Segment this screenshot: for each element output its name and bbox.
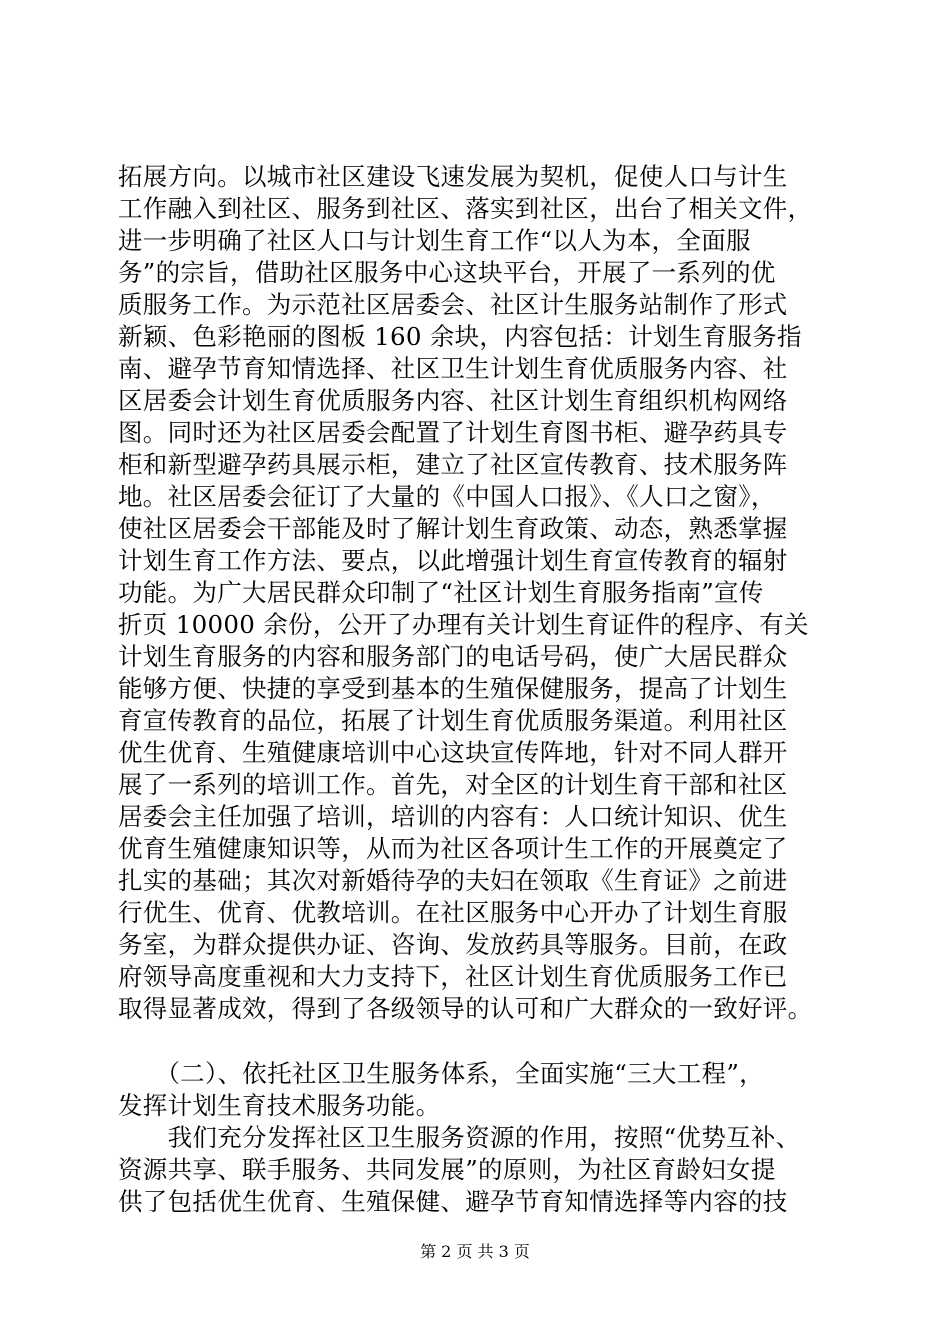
body-text-line: 功能。为广大居民群众印制了“社区计划生育服务指南”宣传 (118, 578, 764, 607)
body-text-line: 计划生育工作方法、要点，以此增强计划生育宣传教育的辐射 (118, 546, 788, 575)
body-text-line: 行优生、优育、优教培训。在社区服务中心开办了计划生育服 (118, 898, 788, 927)
body-text-line: 能够方便、快捷的享受到基本的生殖保健服务，提高了计划生 (118, 674, 788, 703)
body-text-line: 供了包括优生优育、生殖保健、避孕节育知情选择等内容的技 (118, 1187, 788, 1216)
body-text-line: 新颖、色彩艳丽的图板 160 余块，内容包括：计划生育服务指 (118, 322, 802, 351)
body-text-line: 居委会主任加强了培训，培训的内容有：人口统计知识、优生 (118, 802, 788, 831)
body-text-line: 区居委会计划生育优质服务内容、社区计划生育组织机构网络 (118, 386, 788, 415)
body-text-line: 柜和新型避孕药具展示柜，建立了社区宣传教育、技术服务阵 (118, 450, 788, 479)
section-heading-line: 发挥计划生育技术服务功能。 (118, 1091, 441, 1120)
body-text-line: 育宣传教育的品位，拓展了计划生育优质服务渠道。利用社区 (118, 706, 788, 735)
body-text-line: 图。同时还为社区居委会配置了计划生育图书柜、避孕药具专 (118, 418, 788, 447)
body-text-line: 进一步明确了社区人口与计划生育工作“以人为本，全面服 (118, 226, 751, 255)
body-text-line: 取得显著成效，得到了各级领导的认可和广大群众的一致好评。 (118, 994, 813, 1023)
body-text-line: 地。社区居委会征订了大量的《中国人口报》、《人口之窗》， (118, 482, 776, 511)
body-text-line: 拓展方向。以城市社区建设飞速发展为契机，促使人口与计生 (118, 162, 788, 191)
body-text-line: 工作融入到社区、服务到社区、落实到社区，出台了相关文件， (118, 194, 813, 223)
body-text-line: 我们充分发挥社区卫生服务资源的作用，按照“优势互补、 (118, 1123, 801, 1152)
body-text-line: 优育生殖健康知识等，从而为社区各项计生工作的开展奠定了 (118, 834, 788, 863)
body-text-line: 资源共享、联手服务、共同发展”的原则，为社区育龄妇女提 (118, 1155, 776, 1184)
body-text-line: 计划生育服务的内容和服务部门的电话号码，使广大居民群众 (118, 642, 788, 671)
section-heading-line: （二）、依托社区卫生服务体系，全面实施“三大工程”， (118, 1059, 764, 1088)
body-text-line: 折页 10000 余份，公开了办理有关计划生育证件的程序、有关 (118, 610, 809, 639)
page-footer: 第 2 页 共 3 页 (420, 1242, 530, 1261)
body-text-line: 展了一系列的培训工作。首先，对全区的计划生育干部和社区 (118, 770, 788, 799)
body-text-line: 优生优育、生殖健康培训中心这块宣传阵地，针对不同人群开 (118, 738, 788, 767)
body-text-line: 务”的宗旨，借助社区服务中心这块平台，开展了一系列的优 (118, 258, 776, 287)
body-text-line: 使社区居委会干部能及时了解计划生育政策、动态，熟悉掌握 (118, 514, 788, 543)
body-text-line: 务室，为群众提供办证、咨询、发放药具等服务。目前，在政 (118, 930, 788, 959)
body-text-line: 府领导高度重视和大力支持下，社区计划生育优质服务工作已 (118, 962, 788, 991)
body-text-line: 扎实的基础；其次对新婚待孕的夫妇在领取《生育证》之前进 (118, 866, 788, 895)
body-text-line: 质服务工作。为示范社区居委会、社区计生服务站制作了形式 (118, 290, 788, 319)
body-text-line: 南、避孕节育知情选择、社区卫生计划生育优质服务内容、社 (118, 354, 788, 383)
